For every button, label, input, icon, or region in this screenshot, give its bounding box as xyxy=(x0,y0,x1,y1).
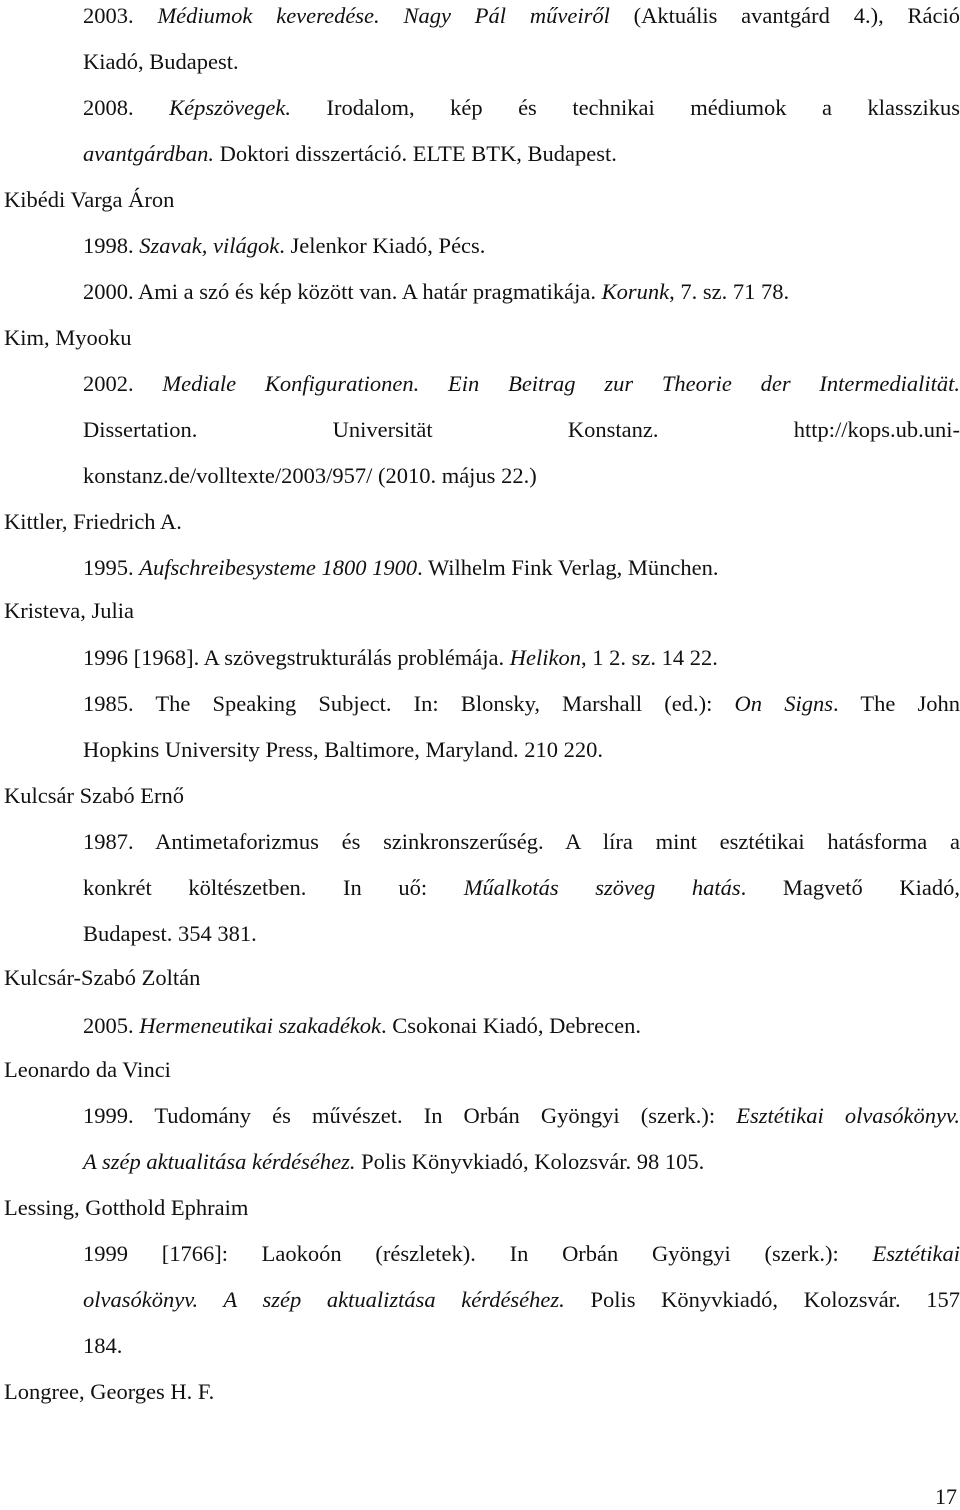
ref-line: konkrét költészetben. In uő: Műalkotás szöveg hatás. Magvető Kiadó, xyxy=(83,875,960,900)
author-heading: Longree, Georges H. F. xyxy=(4,1379,215,1404)
author-heading: Kristeva, Julia xyxy=(4,598,134,623)
ref-line: 1985. The Speaking Subject. In: Blonsky, Marshall (ed.): On Signs. The John xyxy=(83,691,960,716)
author-heading: Kulcsár-Szabó Zoltán xyxy=(4,965,201,990)
author-heading: Kittler, Friedrich A. xyxy=(4,509,182,534)
ref-line: Hopkins University Press, Baltimore, Maryland. 210 220. xyxy=(83,737,603,762)
ref-line: avantgárdban. Doktori disszertáció. ELTE BTK, Budapest. xyxy=(83,141,617,166)
ref-line: 2005. Hermeneutikai szakadékok. Csokonai Kiadó, Debrecen. xyxy=(83,1013,641,1038)
ref-line: 1998. Szavak, világok. Jelenkor Kiadó, Pécs. xyxy=(83,233,486,258)
ref-line: 2002. Mediale Konfigurationen. Ein Beitrag zur Theorie der Intermedialität. xyxy=(83,371,960,396)
ref-line: konstanz.de/volltexte/2003/957/ (2010. május 22.) xyxy=(83,463,537,488)
ref-line: 1996 [1968]. A szövegstrukturálás problémája. Helikon, 1 2. sz. 14 22. xyxy=(83,645,718,670)
author-heading: Kulcsár Szabó Ernő xyxy=(4,783,184,808)
author-heading: Leonardo da Vinci xyxy=(4,1057,171,1082)
page-number: 17 xyxy=(935,1484,957,1509)
ref-line: 184. xyxy=(83,1333,123,1358)
ref-line: 1995. Aufschreibesysteme 1800 1900. Wilhelm Fink Verlag, München. xyxy=(83,555,719,580)
author-heading: Lessing, Gotthold Ephraim xyxy=(4,1195,249,1220)
ref-line: Dissertation. Universität Konstanz. http://kops.ub.uni- xyxy=(83,417,960,442)
ref-line: 1987. Antimetaforizmus és szinkronszerűség. A líra mint esztétikai hatásforma a xyxy=(83,829,960,854)
ref-line: Budapest. 354 381. xyxy=(83,921,257,946)
author-heading: Kim, Myooku xyxy=(4,325,132,350)
ref-line: olvasókönyv. A szép aktualiztása kérdéséhez. Polis Könyvkiadó, Kolozsvár. 157 xyxy=(83,1287,960,1312)
ref-line: 2008. Képszövegek. Irodalom, kép és technikai médiumok a klasszikus xyxy=(83,95,960,120)
ref-line: A szép aktualitása kérdéséhez. Polis Könyvkiadó, Kolozsvár. 98 105. xyxy=(83,1149,705,1174)
ref-line: 1999. Tudomány és művészet. In Orbán Gyöngyi (szerk.): Esztétikai olvasókönyv. xyxy=(83,1103,960,1128)
author-heading: Kibédi Varga Áron xyxy=(4,187,175,212)
ref-line: Kiadó, Budapest. xyxy=(83,49,239,74)
ref-line: 1999 [1766]: Laokoón (részletek). In Orbán Gyöngyi (szerk.): Esztétikai xyxy=(83,1241,960,1266)
ref-line: 2003. Médiumok keveredése. Nagy Pál műveiről (Aktuális avantgárd 4.), Ráció xyxy=(83,3,960,28)
ref-line: 2000. Ami a szó és kép között van. A határ pragmatikája. Korunk, 7. sz. 71 78. xyxy=(83,279,790,304)
